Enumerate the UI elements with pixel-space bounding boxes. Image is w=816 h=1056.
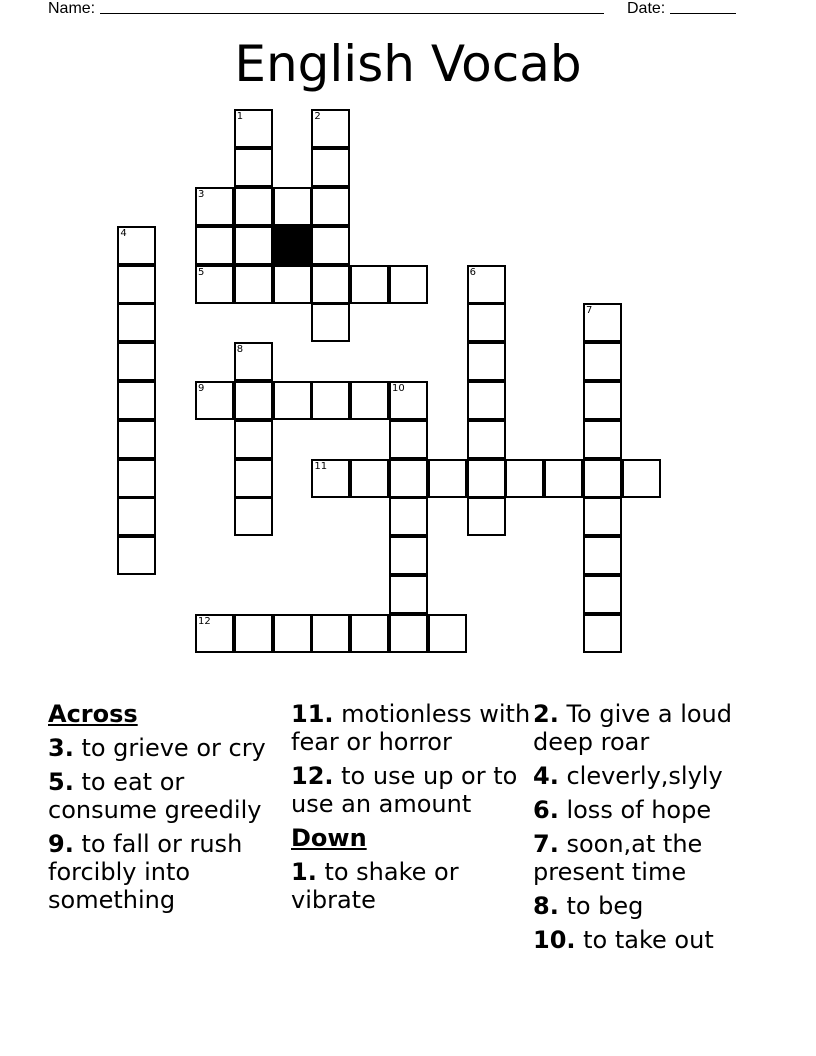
grid-cell[interactable] (583, 614, 622, 653)
grid-cell[interactable] (234, 187, 273, 226)
grid-cell[interactable] (350, 459, 389, 498)
grid-cell[interactable] (311, 381, 350, 420)
grid-cell[interactable] (467, 342, 506, 381)
clues-column-2 (291, 700, 531, 920)
clue-number: 2 (314, 111, 321, 123)
clues-column-3 (533, 700, 773, 960)
grid-cell[interactable] (117, 303, 156, 342)
clue-number: 11 (314, 460, 328, 472)
clue-item (533, 926, 773, 954)
clue-number: 5. (48, 768, 74, 796)
grid-cell[interactable] (234, 148, 273, 187)
grid-cell[interactable] (311, 109, 350, 148)
grid-cell[interactable] (467, 420, 506, 459)
grid-cell[interactable] (195, 265, 234, 304)
grid-cell[interactable] (583, 497, 622, 536)
clue-item (533, 762, 773, 790)
clue-number: 8 (236, 344, 244, 356)
clue-item (291, 762, 531, 818)
grid-cell[interactable] (350, 265, 389, 304)
grid-cell[interactable] (234, 497, 273, 536)
grid-cell[interactable] (311, 187, 350, 226)
grid-cell[interactable] (195, 381, 234, 420)
grid-cell[interactable] (505, 459, 544, 498)
grid-cell[interactable] (311, 459, 350, 498)
clue-item (291, 700, 531, 756)
grid-cell[interactable] (117, 459, 156, 498)
grid-cell[interactable] (273, 265, 312, 304)
grid-cell[interactable] (467, 497, 506, 536)
grid-cell[interactable] (195, 187, 234, 226)
date-label: Date: (627, 0, 666, 17)
clue-text: to eat or consume greedily (48, 768, 262, 824)
grid-cell[interactable] (389, 614, 428, 653)
clue-number: 9. (48, 830, 74, 858)
clues-column-1 (48, 700, 288, 920)
grid-cell[interactable] (117, 381, 156, 420)
clue-text: soon,at the present time (533, 830, 703, 886)
clue-text: To give a loud deep roar (533, 700, 732, 756)
grid-cell[interactable] (234, 342, 273, 381)
clue-number: 7 (586, 305, 593, 317)
clue-item (291, 858, 531, 914)
grid-cell[interactable] (234, 226, 273, 265)
grid-cell[interactable] (389, 459, 428, 498)
clue-item (48, 830, 288, 914)
grid-cell[interactable] (583, 342, 622, 381)
clue-number: 3. (48, 734, 74, 762)
clue-item (533, 700, 773, 756)
down-heading: Down (291, 824, 367, 852)
grid-cell[interactable] (428, 614, 467, 653)
grid-cell[interactable] (544, 459, 583, 498)
grid-cell[interactable] (583, 459, 622, 498)
grid-cell[interactable] (622, 459, 661, 498)
grid-cell[interactable] (195, 614, 234, 653)
name-label: Name: (48, 0, 96, 17)
clue-number: 12. (291, 762, 334, 790)
grid-cell[interactable] (273, 381, 312, 420)
grid-cell[interactable] (311, 303, 350, 342)
grid-cell[interactable] (389, 381, 428, 420)
clue-number: 6. (533, 796, 559, 824)
grid-cell[interactable] (117, 536, 156, 575)
grid-cell[interactable] (234, 459, 273, 498)
clue-text: cleverly,slyly (558, 762, 723, 790)
grid-cell[interactable] (234, 265, 273, 304)
clue-text: to take out (575, 926, 714, 954)
clue-text: to grieve or cry (73, 734, 266, 762)
grid-cell[interactable] (428, 459, 467, 498)
grid-cell[interactable] (467, 303, 506, 342)
clue-number: 9 (198, 383, 205, 394)
clue-number: 10. (533, 926, 576, 954)
grid-cell[interactable] (273, 187, 312, 226)
grid-cell[interactable] (117, 420, 156, 459)
clue-text: to fall or rush forcibly into something (48, 830, 243, 914)
across-heading: Across (48, 700, 138, 728)
clue-number: 1. (291, 858, 317, 886)
grid-cell[interactable] (117, 265, 156, 304)
clue-item (48, 734, 288, 762)
clue-number: 3 (198, 189, 205, 200)
clue-text: to use up or to use an amount (291, 762, 518, 818)
clue-number: 7. (533, 830, 559, 858)
grid-cell[interactable] (389, 536, 428, 575)
black-square (273, 226, 312, 265)
grid-cell[interactable] (467, 381, 506, 420)
grid-cell[interactable] (195, 226, 234, 265)
grid-cell[interactable] (311, 148, 350, 187)
grid-cell[interactable] (583, 381, 622, 420)
grid-cell[interactable] (389, 575, 428, 614)
grid-cell[interactable] (117, 342, 156, 381)
clue-text: to shake or vibrate (291, 858, 459, 914)
grid-cell[interactable] (389, 420, 428, 459)
grid-cell[interactable] (117, 497, 156, 536)
clue-number: 1 (236, 111, 244, 123)
grid-cell[interactable] (583, 420, 622, 459)
clue-item (533, 796, 773, 824)
grid-cell[interactable] (234, 381, 273, 420)
clue-number: 10 (392, 383, 405, 394)
clue-number: 11. (291, 700, 334, 728)
clue-text: loss of hope (558, 796, 712, 824)
grid-cell[interactable] (389, 265, 428, 304)
grid-cell[interactable] (583, 536, 622, 575)
grid-cell[interactable] (583, 303, 622, 342)
clue-number: 2. (533, 700, 559, 728)
grid-cell[interactable] (350, 614, 389, 653)
page-title: English Vocab (234, 35, 582, 93)
grid-cell[interactable] (234, 109, 273, 148)
clue-item (533, 830, 773, 886)
clue-number: 4. (533, 762, 559, 790)
grid-cell[interactable] (311, 614, 350, 653)
grid-cell[interactable] (234, 420, 273, 459)
grid-cell[interactable] (311, 265, 350, 304)
clue-item (48, 768, 288, 824)
clue-number: 12 (198, 615, 211, 627)
grid-cell[interactable] (234, 614, 273, 653)
clue-text: to beg (558, 892, 644, 920)
clue-number: 4 (120, 227, 127, 239)
clue-number: 6 (469, 266, 476, 278)
clue-number: 5 (198, 266, 205, 278)
grid-cell[interactable] (583, 575, 622, 614)
grid-cell[interactable] (350, 381, 389, 420)
clue-number: 8. (533, 892, 559, 920)
clue-text: motionless with fear or horror (291, 700, 531, 756)
grid-cell[interactable] (467, 459, 506, 498)
grid-cell[interactable] (389, 497, 428, 536)
clue-item (533, 892, 773, 920)
grid-cell[interactable] (117, 226, 156, 265)
grid-cell[interactable] (311, 226, 350, 265)
grid-cell[interactable] (467, 265, 506, 304)
grid-cell[interactable] (273, 614, 312, 653)
